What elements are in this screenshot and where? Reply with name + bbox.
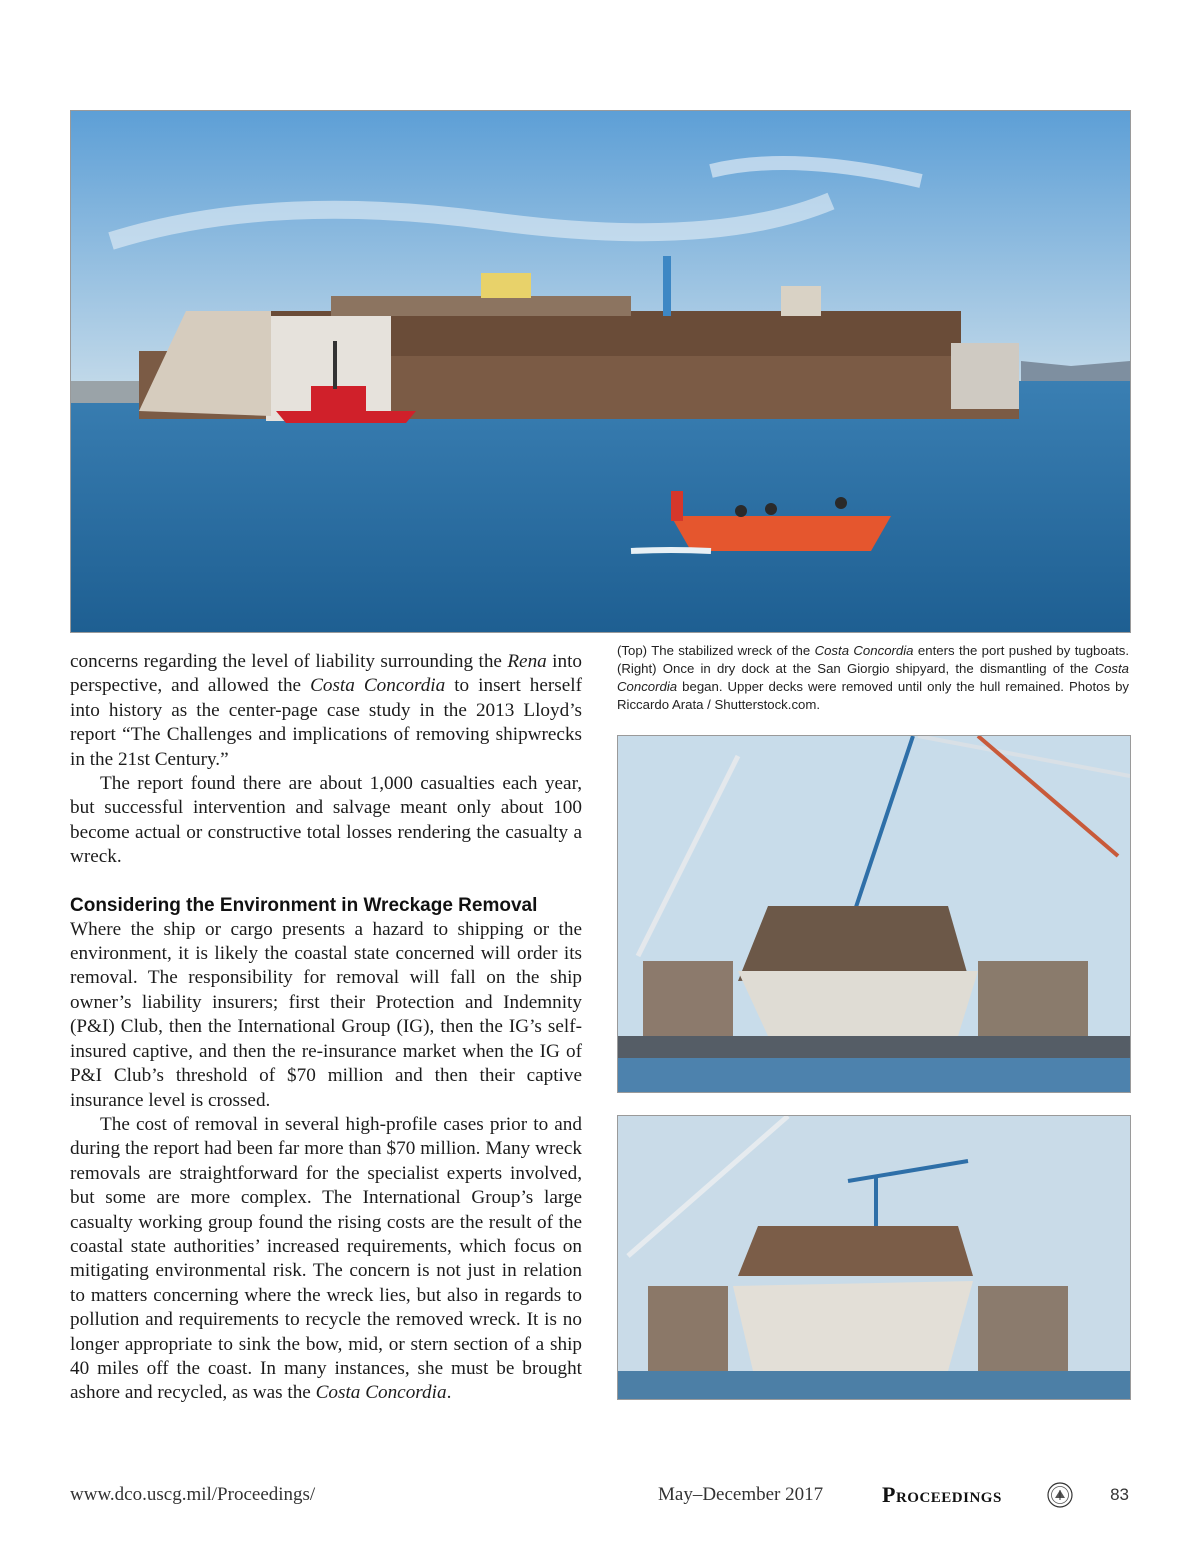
article-text: The cost of removal in several high-profile cases prior to and during the report had been far more than $70 million. Many wreck removals are straightforward for the specialist experts involved, but some are more complex. The International Group’s large casualty working group found the rising costs are the result of the coastal state authorities’ increased requirements, which focus on mitigating environmental risk. The concern is not just in relation to matters concerning where the wreck lies, but also in regards to pollution and requirements to recycle the removed wreck. It is no longer appropriate to sink the bow, mid, or stern section of a ship 40 miles off the coast. In many instances, she must be brought ashore and recycled, as was the — [70, 1113, 582, 1404]
page-footer — [70, 1482, 1129, 1510]
article-text: into perspective, and allowed the — [70, 651, 582, 697]
article-paragraph-4 — [70, 1113, 582, 1406]
ship-name-costa: Costa Concordia — [310, 675, 446, 697]
article-text: to insert herself into history as the center-page case study in the 2013 Lloyd’s report “The Challenges and implications of removing shipwrecks in the 21st Century.” — [70, 675, 582, 770]
ship-name-rena: Rena — [507, 651, 547, 672]
caption-text: began. Upper decks were removed until only the hull remained. Photos by Riccardo Arata / Shutterstock.com. — [617, 679, 1129, 712]
article-text: concerns regarding the level of liability surrounding the — [70, 651, 508, 672]
caption-ship-name: Costa Concordia — [617, 661, 1129, 694]
coast-guard-seal-icon — [1047, 1482, 1073, 1508]
hull-photo-illustration — [618, 1116, 1130, 1399]
page-number: 83 — [1110, 1485, 1129, 1504]
article-paragraph-3: Where the ship or cargo presents a hazard to shipping or the environment, it is likely the coastal state concerned will order its removal. The responsibility for removal will fall on the ship owner’s liability insurers; first their Protection and Indemnity (P&I) Club, then the International Group (IG), then the IG’s self-insured captive, and then the re-insurance market when the IG of P&I Club’s threshold of $70 million and then their captive insurance level is crossed. — [70, 918, 582, 1111]
caption-text: (Top) The stabilized wreck of the — [617, 643, 815, 658]
section-heading: Considering the Environment in Wreckage Removal — [70, 894, 538, 916]
article-paragraph-2: The report found there are about 1,000 casualties each year, but successful intervention and salvage meant only about 100 become actual or constructive total losses rendering the casualty a wreck. — [70, 773, 582, 868]
footer-issue-date: May–December 2017 — [658, 1484, 824, 1505]
ship-name-costa: Costa Concordia — [315, 1382, 447, 1404]
caption-ship-name: Costa Concordia — [814, 643, 914, 658]
hero-photo-illustration — [71, 111, 1130, 632]
photo-dry-dock-dismantling — [617, 735, 1131, 1093]
photo-hull-remaining — [617, 1115, 1131, 1400]
article-text: . — [446, 1382, 452, 1404]
photo-caption — [617, 642, 1129, 714]
caption-text: enters the port pushed by tugboats. (Right) Once in dry dock at the San Giorgio shipyard, the dismantling of the — [617, 643, 1129, 676]
footer-brand: Proceedings — [882, 1482, 1002, 1507]
hero-photo-wreck-entering-port — [70, 110, 1131, 633]
article-column — [70, 650, 582, 1406]
footer-url[interactable]: www.dco.uscg.mil/Proceedings/ — [70, 1484, 316, 1505]
dry-dock-photo-illustration — [618, 736, 1130, 1092]
article-paragraph-1 — [70, 650, 582, 772]
